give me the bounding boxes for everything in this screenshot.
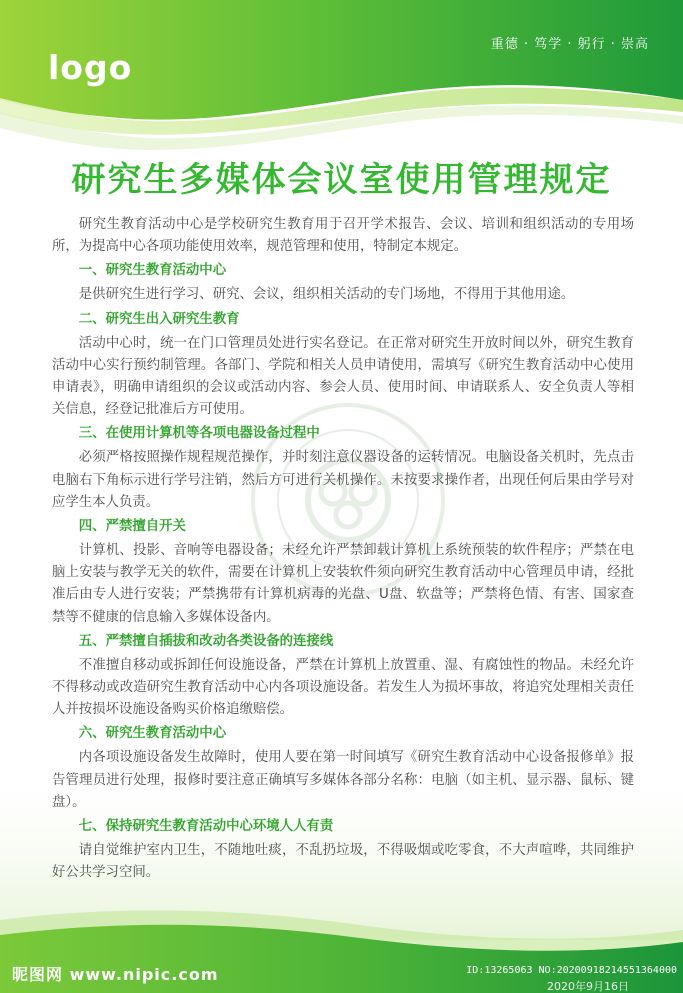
footer-date: 2020年9月16日 bbox=[547, 980, 629, 993]
regulation-content bbox=[52, 214, 634, 884]
section-body: 必须严格按照操作规程规范操作，并时刻注意仪器设备的运转情况。电脑设备关机时，先点击电脑右下角标示进行学号注销，然后方可进行关机操作。未按要求操作者，出现任何后果由学号对应学生本人负责。 bbox=[52, 450, 634, 510]
page-title: 研究生多媒体会议室使用管理规定 bbox=[71, 160, 612, 200]
logo: logo bbox=[48, 48, 133, 87]
section-body: 不准擅自移动或拆卸任何设施设备，严禁在计算机上放置重、湿、有腐蚀性的物品。未经允许不得移动或改造研究生教育活动中心内各项设施设备。若发生人为损坏事故，将追究处理相关责任人并按损坏设施设备购买价格追缴赔偿。 bbox=[52, 657, 634, 718]
section-heading: 二、研究生出入研究生教育 bbox=[78, 311, 240, 327]
section-body: 是供研究生进行学习、研究、会议，组织相关活动的专门场地，不得用于其他用途。 bbox=[78, 287, 575, 303]
section-heading: 五、严禁擅自插拔和改动各类设备的连接线 bbox=[78, 633, 334, 649]
watermark-site: 昵图网 www.nipic.com bbox=[12, 965, 219, 984]
section-heading: 一、研究生教育活动中心 bbox=[78, 263, 227, 279]
section-heading: 六、研究生教育活动中心 bbox=[78, 726, 227, 742]
section-heading: 四、严禁擅自开关 bbox=[78, 519, 186, 535]
section-body: 内各项设施设备发生故障时，使用人要在第一时间填写《研究生教育活动中心设备报修单》报告管理员进行处理，报修时要注意正确填写多媒体各部分名称：电脑（如主机、显示器、鼠标、键盘）。 bbox=[52, 750, 634, 810]
section-body: 请自觉维护室内卫生，不随地吐痰，不乱扔垃圾，不得吸烟或吃零食，不大声喧哗，共同维护好公共学习空间。 bbox=[52, 843, 634, 881]
intro-paragraph: 研究生教育活动中心是学校研究生教育用于召开学术报告、会议、培训和组织活动的专用场所，为提高中心各项功能使用效率，规范管理和使用，特制定本规定。 bbox=[52, 217, 634, 255]
section-body: 计算机、投影、音响等电器设备；未经允许严禁卸载计算机上系统预装的软件程序；严禁在电脑上安装与教学无关的软件，需要在计算机上安装软件须向研究生教育活动中心管理员申请，经批准后由专人进行安装；严禁携带有计算机病毒的光盘、U盘、软盘等；严禁将色情、有害、国家查禁等不健康的信息输入多媒体设备内。 bbox=[52, 543, 634, 625]
section-heading: 七、保持研究生教育活动中心环境人人有责 bbox=[78, 819, 334, 835]
watermark-id: ID:13265063 NO:20200918214551364000 bbox=[466, 965, 677, 976]
section-body: 活动中心时，统一在门口管理员处进行实名登记。在正常对研究生开放时间以外，研究生教育活动中心实行预约制管理。各部门、学院和相关人员申请使用，需填写《研究生教育活动中心使用申请表》，明确申请组织的会议或活动内容、参会人员、使用时间、申请联系人、安全负责人等相关信息，经登记批准后方可使用。 bbox=[52, 335, 634, 418]
motto: 重德 · 笃学 · 躬行 · 崇高 bbox=[490, 37, 649, 52]
section-heading: 三、在使用计算机等各项电器设备过程中 bbox=[78, 426, 320, 442]
